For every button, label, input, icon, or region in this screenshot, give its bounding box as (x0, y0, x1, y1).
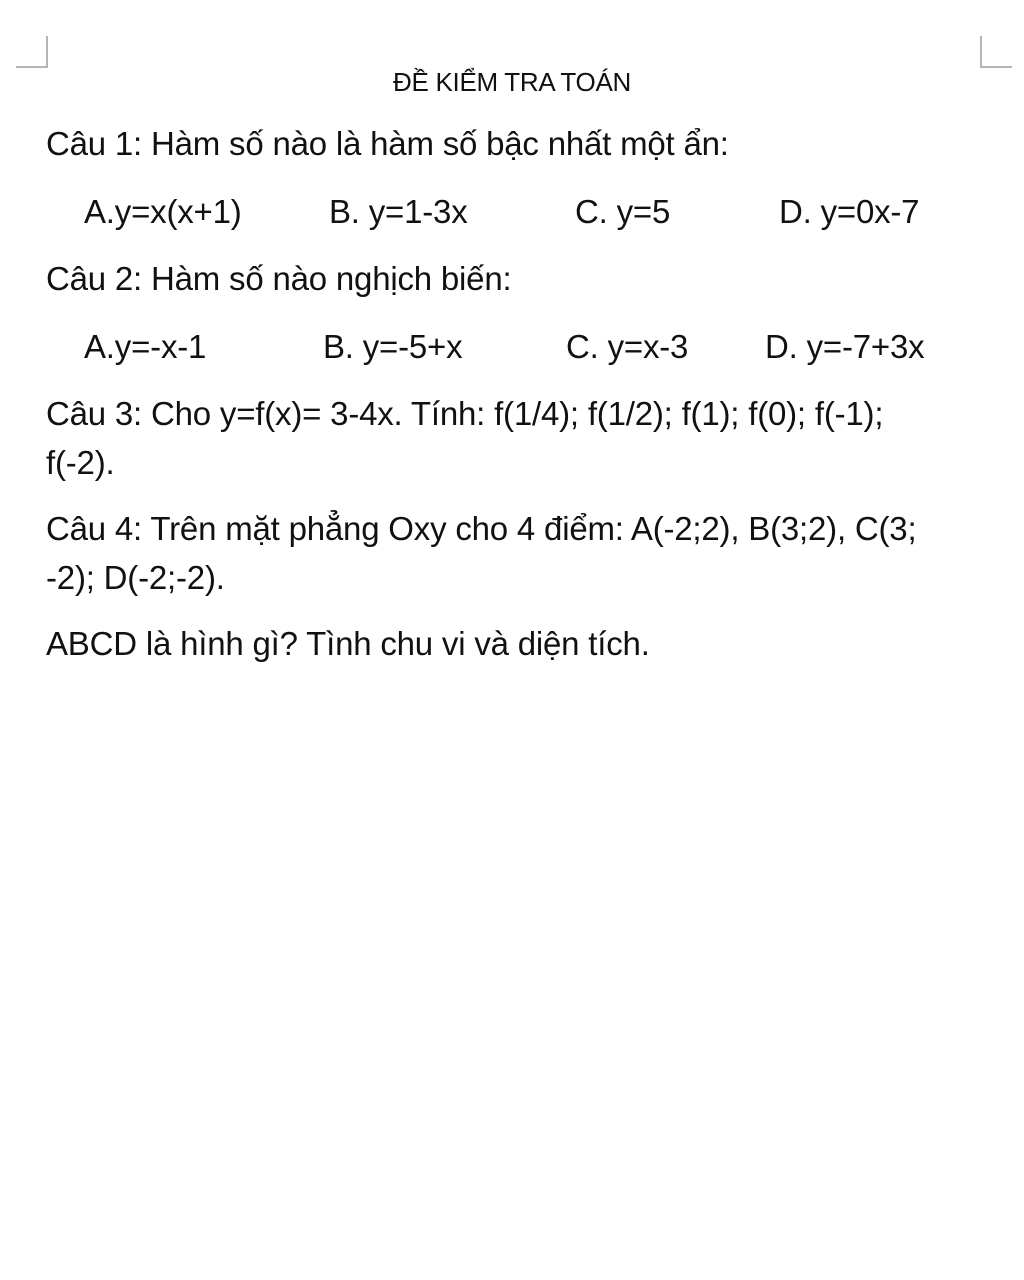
document-title: ĐỀ KIỂM TRA TOÁN (393, 67, 631, 97)
question-3-text-line-1: Câu 3: Cho y=f(x)= 3-4x. Tính: f(1/4); f(1/2); f(1); f(0); f(-1); (46, 395, 884, 432)
question-2-option-b: B. y=-5+x (323, 328, 463, 365)
question-4-text-line-2: -2); D(-2;-2). (46, 559, 225, 596)
question-2-text: Câu 2: Hàm số nào nghịch biến: (46, 260, 512, 297)
question-2-option-c: C. y=x-3 (566, 328, 689, 365)
question-1-option-b: B. y=1-3x (329, 193, 468, 230)
question-2-option-a: A.y=-x-1 (84, 328, 207, 365)
question-4-followup: ABCD là hình gì? Tình chu vi và diện tích. (46, 625, 650, 662)
question-3-text-line-2: f(-2). (46, 444, 115, 481)
question-2-option-d: D. y=-7+3x (765, 328, 925, 365)
question-1-option-d: D. y=0x-7 (779, 193, 920, 230)
question-1-text: Câu 1: Hàm số nào là hàm số bậc nhất một ẩn: (46, 125, 729, 162)
question-4-text-line-1: Câu 4: Trên mặt phẳng Oxy cho 4 điểm: A(-2;2), B(3;2), C(3; (46, 510, 917, 547)
question-1-option-c: C. y=5 (575, 193, 671, 230)
question-1-option-a: A.y=x(x+1) (84, 193, 242, 230)
